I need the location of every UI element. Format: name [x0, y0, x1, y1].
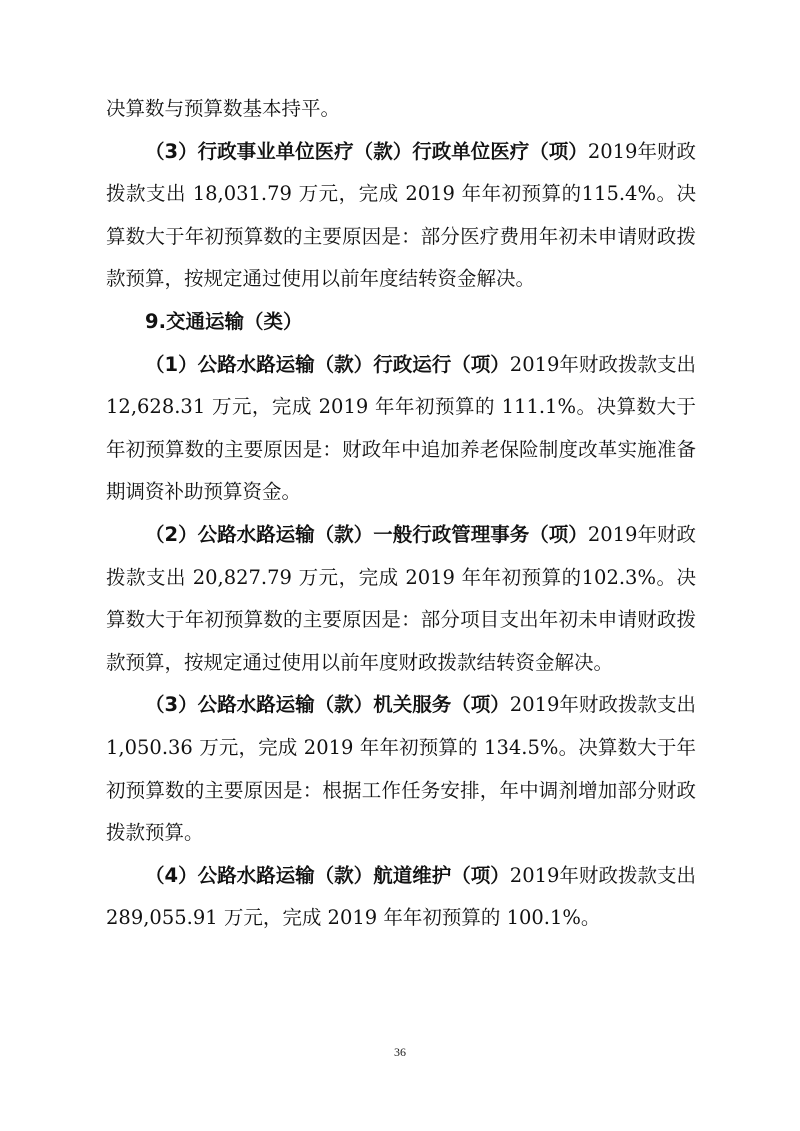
paragraph-4-text: 2019年财政拨款支出 12,628.31 万元，完成 2019 年年初预算的 111.1%。决算数大于年初预算数的主要原因是：财政年中追加养老保险制度改革实施准备期调资补助预算资金。 [106, 352, 696, 504]
paragraph-5-heading: （2）公路水路运输（款）一般行政管理事务（项） [145, 522, 588, 546]
paragraph-5-text: 2019年财政拨款支出 20,827.79 万元，完成 2019 年年初预算的102.3%。决算数大于年初预算数的主要原因是：部分项目支出年初未申请财政拨款预算，按规定通过使用以前年度财政拨款结转资金解决。 [106, 522, 696, 674]
paragraph-7-text: 2019年财政拨款支出 289,055.91 万元，完成 2019 年年初预算的 100.1%。 [106, 863, 696, 930]
paragraph-4 [106, 344, 696, 514]
paragraph-6-text: 2019年财政拨款支出 1,050.36 万元，完成 2019 年年初预算的 134.5%。决算数大于年初预算数的主要原因是：根据工作任务安排，年中调剂增加部分财政拨款预算。 [106, 693, 696, 845]
paragraph-6 [106, 684, 696, 854]
page-number: 36 [394, 1045, 406, 1059]
paragraph-7 [106, 855, 696, 940]
section-heading-transport [106, 301, 696, 344]
paragraph-6-heading: （3）公路水路运输（款）机关服务（项） [145, 693, 510, 717]
section-heading-text: 9.交通运输（类） [145, 309, 303, 333]
paragraph-7-heading: （4）公路水路运输（款）航道维护（项） [145, 863, 510, 887]
paragraph-5 [106, 514, 696, 684]
paragraph-2 [106, 131, 696, 301]
body-text [106, 88, 696, 940]
paragraph-1-text: 决算数与预算数基本持平。 [106, 97, 341, 120]
paragraph-4-heading: （1）公路水路运输（款）行政运行（项） [145, 352, 510, 376]
paragraph-2-text: 2019年财政拨款支出 18,031.79 万元，完成 2019 年年初预算的115.4%。决算数大于年初预算数的主要原因是：部分医疗费用年初未申请财政拨款预算，按规定通过使用以前年度结转资金解决。 [106, 139, 696, 291]
paragraph-1 [106, 88, 696, 131]
paragraph-2-heading: （3）行政事业单位医疗（款）行政单位医疗（项） [145, 139, 588, 163]
